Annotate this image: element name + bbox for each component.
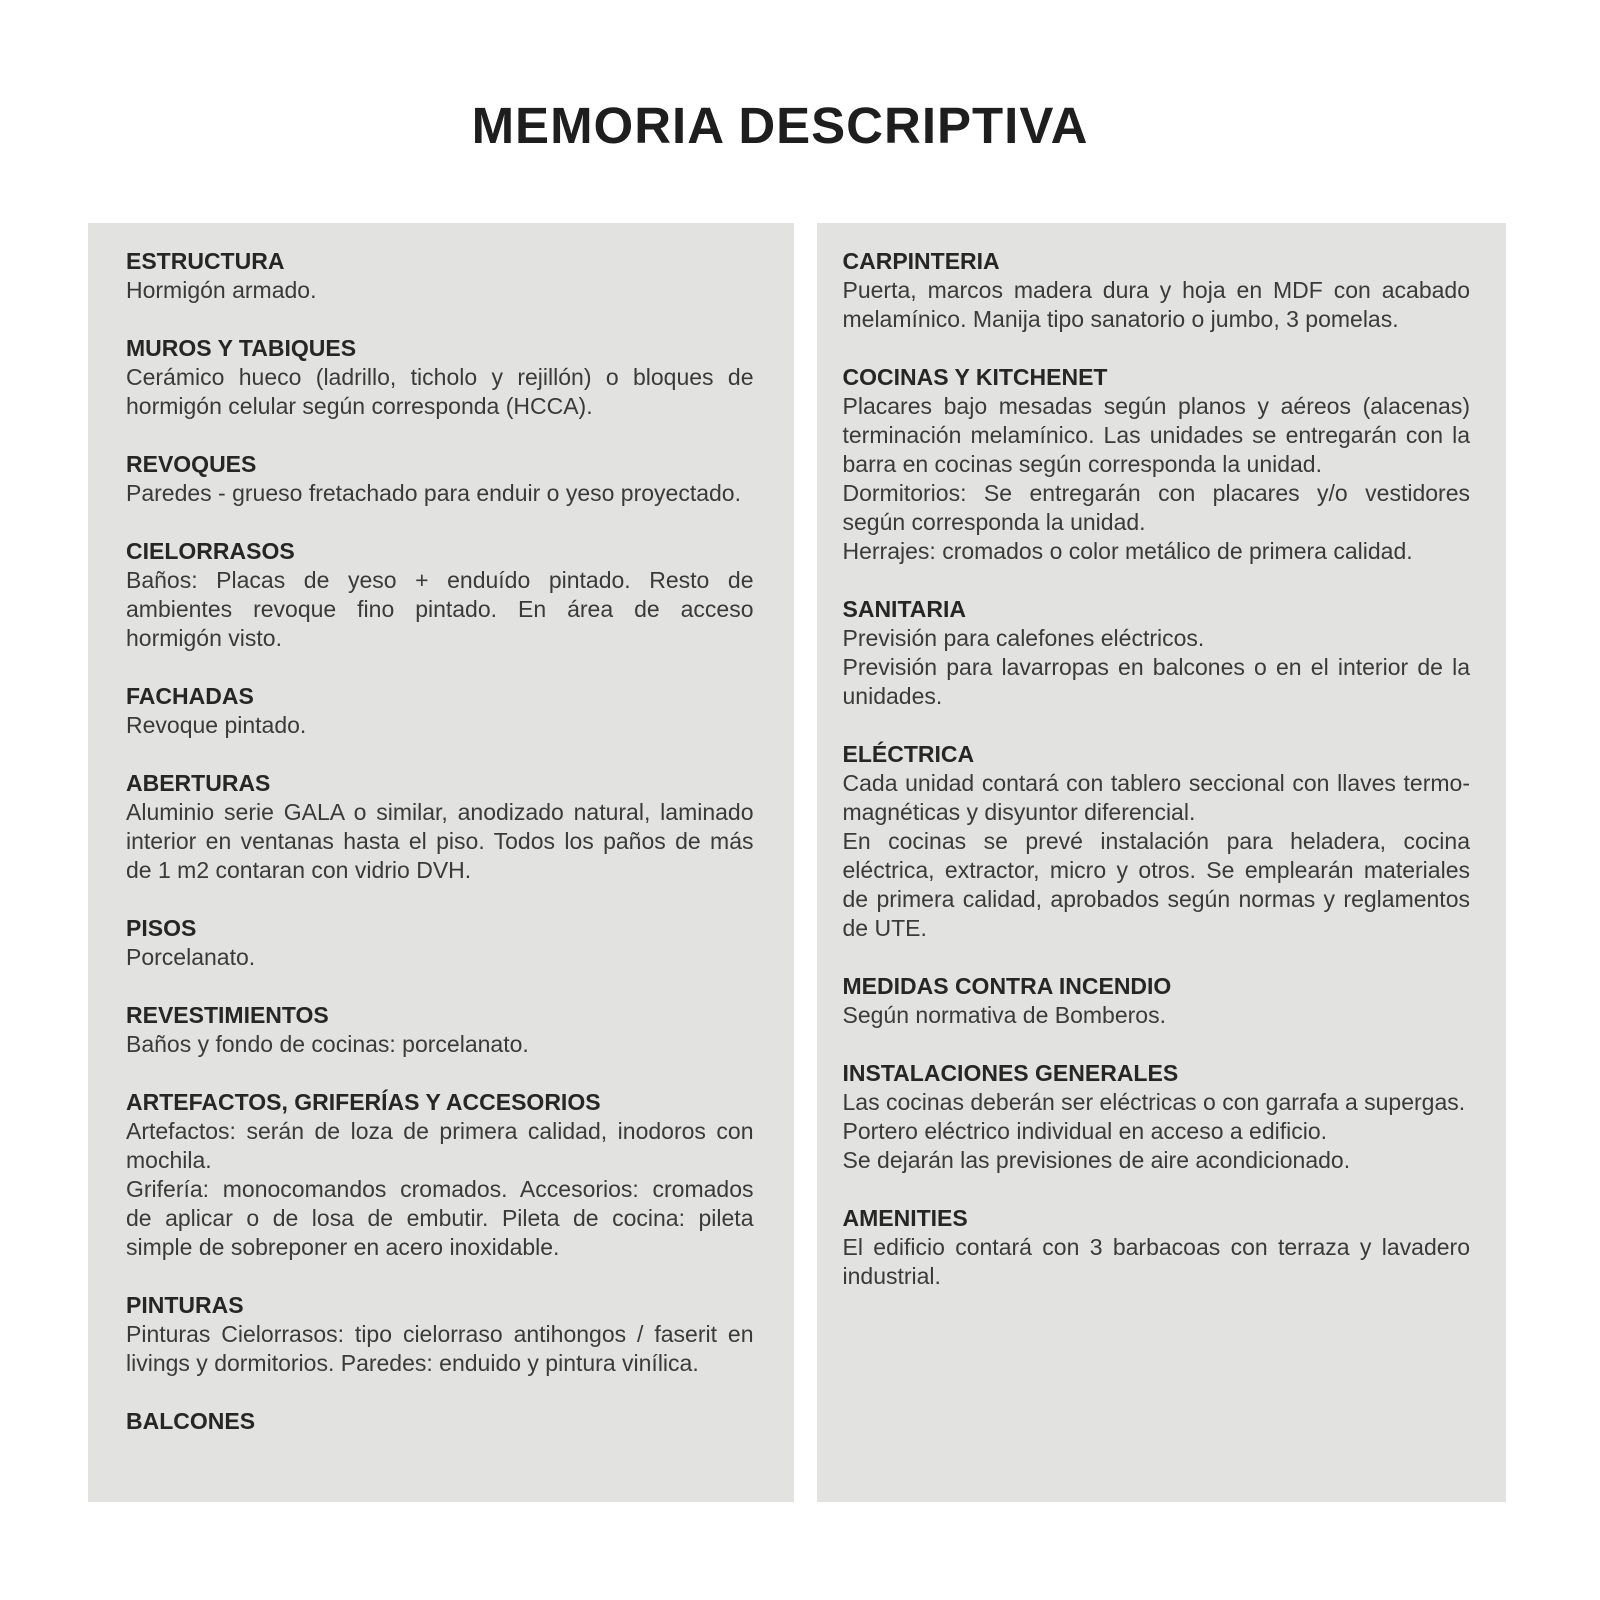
section-paragraph: Grifería: monocomandos cromados. Accesorios: cromados de aplicar o de losa de embutir. Pileta de cocina: pileta simple de sobreponer en acero inoxidable. <box>126 1176 754 1260</box>
section-paragraph: Herrajes: cromados o color metálico de primera calidad. <box>842 538 1413 564</box>
left-panel <box>88 223 794 1502</box>
spec-section <box>843 363 1471 566</box>
spec-section <box>843 740 1471 943</box>
section-paragraph: Cerámico hueco (ladrillo, ticholo y rejillón) o bloques de hormigón celular según corresponda (HCCA). <box>126 364 754 419</box>
section-heading: CARPINTERIA <box>842 248 1000 274</box>
section-paragraph: Dormitorios: Se entregarán con placares y/o vestidores según corresponda la unidad. <box>842 480 1470 535</box>
section-heading: COCINAS Y KITCHENET <box>842 364 1108 390</box>
spec-section <box>126 247 754 305</box>
spec-section <box>843 972 1471 1030</box>
section-heading: PISOS <box>126 915 197 941</box>
section-paragraph: Baños: Placas de yeso + enduído pintado. Resto de ambientes revoque fino pintado. En área de acceso hormigón visto. <box>126 567 754 651</box>
spec-section <box>126 537 754 653</box>
section-heading: REVESTIMIENTOS <box>126 1002 329 1028</box>
section-paragraph: Las cocinas deberán ser eléctricas o con garrafa a supergas. <box>842 1089 1466 1115</box>
section-heading: SANITARIA <box>842 596 967 622</box>
section-heading: ARTEFACTOS, GRIFERÍAS Y ACCESORIOS <box>126 1089 601 1115</box>
content-columns <box>88 223 1506 1502</box>
spec-section <box>843 247 1471 334</box>
spec-section <box>126 450 754 508</box>
section-paragraph: Revoque pintado. <box>126 712 307 738</box>
section-paragraph: Puerta, marcos madera dura y hoja en MDF con acabado melamínico. Manija tipo sanatorio o jumbo, 3 pomelas. <box>842 277 1470 332</box>
section-heading: AMENITIES <box>842 1205 968 1231</box>
section-heading: INSTALACIONES GENERALES <box>842 1060 1179 1086</box>
section-paragraph: Porcelanato. <box>126 944 256 970</box>
section-paragraph: Según normativa de Bomberos. <box>842 1002 1166 1028</box>
section-heading: MEDIDAS CONTRA INCENDIO <box>842 973 1172 999</box>
spec-section <box>843 595 1471 711</box>
section-heading: REVOQUES <box>126 451 257 477</box>
section-paragraph: Cada unidad contará con tablero seccional con llaves termo-magnéticas y disyuntor diferencial. <box>842 770 1470 825</box>
section-paragraph: Se dejarán las previsiones de aire acondicionado. <box>842 1147 1351 1173</box>
section-heading: MUROS Y TABIQUES <box>126 335 357 361</box>
spec-section <box>126 334 754 421</box>
spec-section <box>126 1291 754 1378</box>
spec-section <box>126 769 754 885</box>
section-heading: BALCONES <box>126 1408 256 1434</box>
spec-section <box>126 1088 754 1262</box>
section-paragraph: Previsión para lavarropas en balcones o en el interior de la unidades. <box>842 654 1470 709</box>
section-heading: PINTURAS <box>126 1292 244 1318</box>
section-heading: FACHADAS <box>126 683 254 709</box>
spec-section <box>126 1001 754 1059</box>
spec-section <box>843 1059 1471 1175</box>
section-paragraph: Hormigón armado. <box>126 277 317 303</box>
section-paragraph: Baños y fondo de cocinas: porcelanato. <box>126 1031 529 1057</box>
section-paragraph: Aluminio serie GALA o similar, anodizado natural, laminado interior en ventanas hasta el piso. Todos los paños de más de 1 m2 contaran con vidrio DVH. <box>126 799 754 883</box>
section-heading: ABERTURAS <box>126 770 271 796</box>
section-heading: CIELORRASOS <box>126 538 295 564</box>
spec-section <box>126 1407 754 1436</box>
section-paragraph: Artefactos: serán de loza de primera calidad, inodoros con mochila. <box>126 1118 754 1173</box>
section-paragraph: Paredes - grueso fretachado para enduir o yeso proyectado. <box>126 480 741 506</box>
section-paragraph: Pinturas Cielorrasos: tipo cielorraso antihongos / faserit en livings y dormitorios. Paredes: enduido y pintura vinílica. <box>126 1321 754 1376</box>
page-title: MEMORIA DESCRIPTIVA <box>471 97 1089 154</box>
section-paragraph: Portero eléctrico individual en acceso a edificio. <box>842 1118 1328 1144</box>
section-paragraph: Placares bajo mesadas según planos y aéreos (alacenas) terminación melamínico. Las unidades se entregarán con la barra en cocinas según corresponda la unidad. <box>842 393 1470 477</box>
section-heading: ESTRUCTURA <box>126 248 285 274</box>
spec-section <box>126 682 754 740</box>
spec-section <box>126 914 754 972</box>
spec-section <box>843 1204 1471 1291</box>
section-paragraph: En cocinas se prevé instalación para heladera, cocina eléctrica, extractor, micro y otros. Se emplearán materiales de primera calidad, aprobados según normas y reglamentos de UTE. <box>842 828 1470 941</box>
right-panel <box>817 223 1507 1502</box>
section-heading: ELÉCTRICA <box>842 741 975 767</box>
section-paragraph: Previsión para calefones eléctricos. <box>842 625 1205 651</box>
section-paragraph: El edificio contará con 3 barbacoas con terraza y lavadero industrial. <box>842 1234 1470 1289</box>
